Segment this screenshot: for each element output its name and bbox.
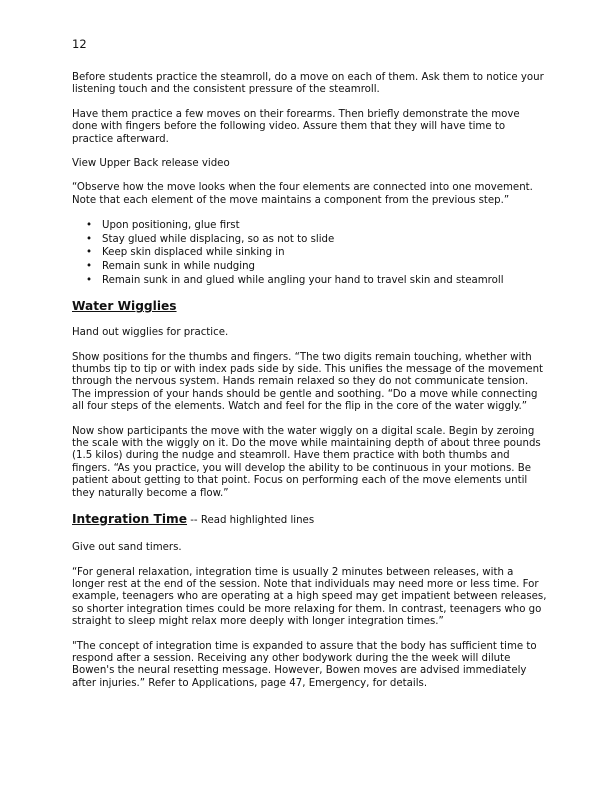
bullet-icon: • (86, 220, 93, 232)
bullet-icon: • (86, 233, 93, 245)
integration-time-heading-note: -- Read highlighted lines (187, 515, 315, 527)
integration-time-heading: Integration Time (72, 512, 188, 527)
integration-time-paragraph-2: “For general relaxation, integration time is usually 2 minutes between releases, with a longer rest at the end of the session. Note that individuals may need more or less time. For example, teenagers who are operating at a high speed may get impatient between releases, so shorter integration times could be more relaxing for them. In contrast, teenagers who go straight to sleep might relax more deeply with longer integration times.” (72, 566, 547, 628)
list-item-text: Upon positioning, glue first (102, 220, 240, 232)
intro-paragraph-steamroll: Before students practice the steamroll, do a move on each of them. Ask them to notice your listening touch and the consistent pressure of the steamroll. (72, 72, 544, 96)
document-body (72, 72, 548, 702)
water-wigglies-paragraph-2: Show positions for the thumbs and fingers. “The two digits remain touching, whether with thumbs tip to tip or with index pads side by side. This unifies the message of the movement through the nervous system. Hands remain relaxed so they do not communicate tension. The impression of your hands should be gentle and soothing. “Do a move while connecting all four steps of the elements. Watch and feel for the flip in the core of the water wiggly.” (72, 351, 544, 413)
move-elements-list (72, 219, 548, 287)
list-item-text: Stay glued while displacing, so as not to slide (102, 233, 335, 245)
water-wigglies-paragraph-1: Hand out wigglies for practice. (72, 327, 229, 339)
water-wigglies-heading: Water Wigglies (72, 299, 177, 314)
list-item (72, 219, 548, 233)
bullet-icon: • (86, 247, 93, 259)
bullet-icon: • (86, 261, 93, 273)
list-item (72, 246, 548, 260)
list-item (72, 233, 548, 247)
integration-time-paragraph-1: Give out sand timers. (72, 542, 182, 554)
upper-back-video-link[interactable]: View Upper Back release video (72, 158, 230, 170)
observe-quote-paragraph: “Observe how the move looks when the four elements are connected into one movement. Note that each element of the move maintains a component from the previous step.” (72, 182, 533, 206)
bullet-icon: • (86, 274, 93, 286)
page-number: 12 (72, 37, 87, 51)
list-item-text: Keep skin displaced while sinking in (102, 247, 285, 259)
list-item-text: Remain sunk in while nudging (102, 261, 256, 273)
integration-time-heading-row (72, 512, 548, 528)
list-item-text: Remain sunk in and glued while angling your hand to travel skin and steamroll (102, 274, 504, 286)
list-item (72, 260, 548, 274)
list-item (72, 274, 548, 288)
water-wigglies-paragraph-3: Now show participants the move with the water wiggly on a digital scale. Begin by zeroing the scale with the wiggly on it. Do the move while maintaining depth of about three pounds (1.5 kilos) during the nudge and steamroll. Have them practice with both thumbs and fingers. “As you practice, you will develop the ability to be continuous in your motions. Be patient about getting to that point. Focus on performing each of the move elements until they naturally become a flow.” (72, 425, 541, 499)
integration-time-paragraph-3: "The concept of integration time is expanded to assure that the body has sufficient time to respond after a session. Receiving any other bodywork during the the week will dilute Bowen's the neural resetting message. However, Bowen moves are advised immediately after injuries.” Refer to Applications, page 47, Emergency, for details. (72, 640, 537, 689)
intro-paragraph-forearms: Have them practice a few moves on their forearms. Then briefly demonstrate the move done with fingers before the following video. Assure them that they will have time to practice afterward. (72, 108, 520, 145)
